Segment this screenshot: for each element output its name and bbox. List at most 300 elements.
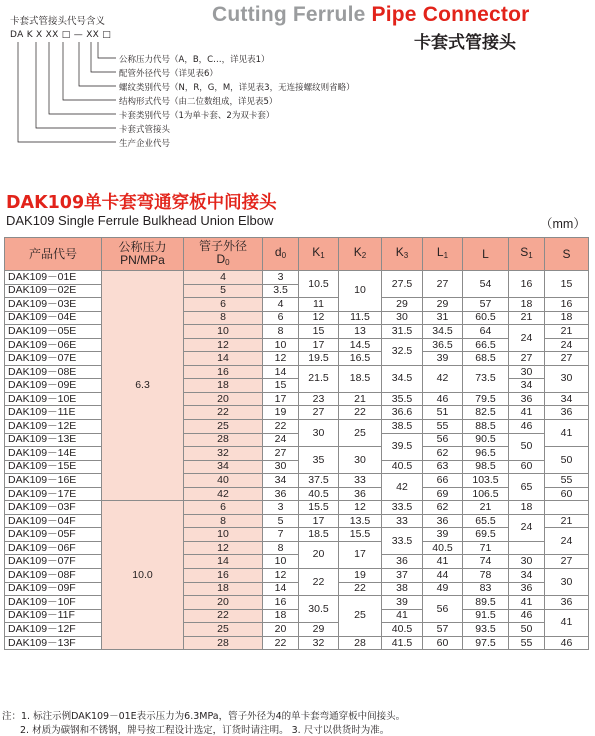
dim-d0: 8 xyxy=(263,325,299,339)
l1-symbol: L xyxy=(436,245,444,259)
dim-l: 90.5 xyxy=(463,433,509,447)
col-l-header: L xyxy=(463,238,509,271)
tube-od: 10 xyxy=(184,528,263,542)
od-symbol: D xyxy=(216,251,226,266)
product-code: DAK109－12E xyxy=(5,420,102,434)
dim-d0: 3.5 xyxy=(263,284,299,298)
dim-s1: 36 xyxy=(509,582,545,596)
dim-k1: 23 xyxy=(299,392,339,406)
dim-d0: 4 xyxy=(263,298,299,312)
dim-l1: 29 xyxy=(423,298,463,312)
legend-heading: 卡套式管接头代号含义 xyxy=(10,16,106,27)
col-od-header xyxy=(184,238,263,271)
dim-d0: 36 xyxy=(263,487,299,501)
dim-l1: 31 xyxy=(423,311,463,325)
dim-d0: 10 xyxy=(263,338,299,352)
dim-s: 36 xyxy=(545,406,589,420)
dim-k2: 22 xyxy=(339,582,382,596)
dim-s1: 46 xyxy=(509,609,545,623)
dim-s1: 27 xyxy=(509,352,545,366)
tube-od: 8 xyxy=(184,311,263,325)
dim-l1: 39 xyxy=(423,528,463,542)
s1-symbol: S xyxy=(520,245,529,259)
dim-k1: 35 xyxy=(299,447,339,474)
tube-od: 25 xyxy=(184,420,263,434)
col-s-header: S xyxy=(545,238,589,271)
dim-l: 82.5 xyxy=(463,406,509,420)
dim-l1: 51 xyxy=(423,406,463,420)
product-code: DAK109－04F xyxy=(5,514,102,528)
dim-k2: 30 xyxy=(339,447,382,474)
dim-s: 18 xyxy=(545,311,589,325)
dim-k2: 22 xyxy=(339,406,382,420)
brand-title-cn: 卡套式管接头 xyxy=(414,33,516,53)
legend-item-6: 卡套式管接头 xyxy=(119,125,171,135)
dim-k1: 17 xyxy=(299,514,339,528)
dim-l: 97.5 xyxy=(463,636,509,650)
legend-item-4: 结构形式代号（由二位数组成，详见表5） xyxy=(119,97,278,107)
dim-k2: 14.5 xyxy=(339,338,382,352)
dim-l1: 42 xyxy=(423,365,463,392)
col-l1-header xyxy=(423,238,463,271)
dim-l1: 27 xyxy=(423,271,463,298)
dim-l1: 39 xyxy=(423,352,463,366)
dim-l1: 56 xyxy=(423,596,463,623)
k1-symbol: K xyxy=(312,245,321,259)
dim-s: 27 xyxy=(545,555,589,569)
dim-l: 98.5 xyxy=(463,460,509,474)
table-row xyxy=(5,406,589,420)
dim-k3: 27.5 xyxy=(382,271,423,298)
dim-d0: 12 xyxy=(263,569,299,583)
dim-l: 21 xyxy=(463,501,509,515)
dim-l: 54 xyxy=(463,271,509,298)
product-code: DAK109－16E xyxy=(5,474,102,488)
dim-s: 46 xyxy=(545,636,589,650)
table-row xyxy=(5,338,589,352)
dim-k1: 18.5 xyxy=(299,528,339,542)
product-code: DAK109－03F xyxy=(5,501,102,515)
dim-l: 64 xyxy=(463,325,509,339)
dim-s: 21 xyxy=(545,325,589,339)
dim-k3: 40.5 xyxy=(382,623,423,637)
note-line-1: 注：1. 标注示例DAK109－01E表示压力为6.3MPa，管子外径为4的单卡套弯通穿板中间接头。 xyxy=(2,711,406,722)
dim-l: 106.5 xyxy=(463,487,509,501)
dim-k1: 10.5 xyxy=(299,271,339,298)
tube-od: 6 xyxy=(184,501,263,515)
dim-s: 41 xyxy=(545,420,589,447)
dim-s1: 41 xyxy=(509,406,545,420)
product-code: DAK109－11F xyxy=(5,609,102,623)
dim-l: 60.5 xyxy=(463,311,509,325)
col-k1-header xyxy=(299,238,339,271)
dim-l1: 44 xyxy=(423,569,463,583)
dim-l: 103.5 xyxy=(463,474,509,488)
dim-l: 88.5 xyxy=(463,420,509,434)
table-row xyxy=(5,569,589,583)
tube-od: 20 xyxy=(184,596,263,610)
od-label: 管子外径 xyxy=(198,238,247,253)
tube-od: 28 xyxy=(184,433,263,447)
dim-k3: 39 xyxy=(382,596,423,610)
dim-l: 71 xyxy=(463,541,509,555)
dim-l1: 36 xyxy=(423,514,463,528)
pressure-value: 6.3 xyxy=(102,271,184,501)
col-k2-header xyxy=(339,238,382,271)
tube-od: 18 xyxy=(184,582,263,596)
dim-k2: 21 xyxy=(339,392,382,406)
dim-k2: 28 xyxy=(339,636,382,650)
table-row xyxy=(5,487,589,501)
tube-od: 10 xyxy=(184,325,263,339)
table-row xyxy=(5,528,589,542)
dim-k3: 33.5 xyxy=(382,501,423,515)
table-row xyxy=(5,501,589,515)
k3-subscript: 3 xyxy=(403,251,409,260)
product-code: DAK109－15E xyxy=(5,460,102,474)
dim-d0: 12 xyxy=(263,352,299,366)
product-title-en: DAK109 Single Ferrule Bulkhead Union Elbow xyxy=(6,213,274,228)
dim-s: 24 xyxy=(545,338,589,352)
pressure-value: 10.0 xyxy=(102,501,184,650)
dim-s1: 41 xyxy=(509,596,545,610)
tube-od: 12 xyxy=(184,338,263,352)
dim-s: 27 xyxy=(545,352,589,366)
dim-k3: 32.5 xyxy=(382,338,423,365)
dim-d0: 16 xyxy=(263,596,299,610)
col-d0-header xyxy=(263,238,299,271)
table-row xyxy=(5,352,589,366)
dim-l1: 63 xyxy=(423,460,463,474)
brand-title-part2: Pipe Connector xyxy=(371,3,530,26)
dim-k1: 11 xyxy=(299,298,339,312)
product-code: DAK109－17E xyxy=(5,487,102,501)
dim-s1: 34 xyxy=(509,569,545,583)
dim-k2: 25 xyxy=(339,420,382,447)
dim-k1: 32 xyxy=(299,636,339,650)
dim-l: 91.5 xyxy=(463,609,509,623)
tube-od: 22 xyxy=(184,406,263,420)
dim-d0: 22 xyxy=(263,420,299,434)
table-row xyxy=(5,541,589,555)
dim-s: 34 xyxy=(545,392,589,406)
spec-table-body xyxy=(5,271,589,650)
product-code: DAK109－03E xyxy=(5,298,102,312)
dim-l: 93.5 xyxy=(463,623,509,637)
dim-s: 24 xyxy=(545,528,589,555)
dim-k2: 15.5 xyxy=(339,528,382,542)
dim-k3: 34.5 xyxy=(382,365,423,392)
dim-k3: 40.5 xyxy=(382,460,423,474)
product-code: DAK109－08F xyxy=(5,569,102,583)
legend-item-1: 公称压力代号（A，B，C…，详见表1） xyxy=(119,55,270,65)
tube-od: 20 xyxy=(184,392,263,406)
dim-s: 36 xyxy=(545,596,589,610)
table-row xyxy=(5,609,589,623)
product-code: DAK109－12F xyxy=(5,623,102,637)
dim-s1: 16 xyxy=(509,271,545,298)
legend-connector-lines xyxy=(0,0,200,160)
dim-k2: 25 xyxy=(339,596,382,637)
product-code: DAK109－11E xyxy=(5,406,102,420)
dim-s1: 34 xyxy=(509,379,545,393)
dim-s1: 50 xyxy=(509,433,545,460)
dim-d0: 6 xyxy=(263,311,299,325)
dim-d0: 14 xyxy=(263,365,299,379)
dim-k1: 15 xyxy=(299,325,339,339)
dim-k3: 36.6 xyxy=(382,406,423,420)
dim-d0: 22 xyxy=(263,636,299,650)
dim-d0: 15 xyxy=(263,379,299,393)
dim-d0: 24 xyxy=(263,433,299,447)
dim-d0: 7 xyxy=(263,528,299,542)
tube-od: 28 xyxy=(184,636,263,650)
dim-s1: 18 xyxy=(509,298,545,312)
dim-l1: 66 xyxy=(423,474,463,488)
dim-k1: 20 xyxy=(299,541,339,568)
legend-item-3: 螺纹类别代号（N，R，G，M，详见表3，无连接螺纹则省略） xyxy=(119,83,355,93)
dim-s1: 21 xyxy=(509,311,545,325)
dim-k2: 17 xyxy=(339,541,382,568)
dim-l1: 40.5 xyxy=(423,541,463,555)
product-code: DAK109－09F xyxy=(5,582,102,596)
spec-table xyxy=(4,237,589,650)
dim-k3: 41.5 xyxy=(382,636,423,650)
dim-l1: 57 xyxy=(423,623,463,637)
dim-k2: 13 xyxy=(339,325,382,339)
k2-symbol: K xyxy=(353,245,362,259)
dim-l: 79.5 xyxy=(463,392,509,406)
dim-s: 30 xyxy=(545,569,589,596)
dim-s xyxy=(545,501,589,515)
table-row xyxy=(5,392,589,406)
dim-l1: 62 xyxy=(423,501,463,515)
dim-l: 57 xyxy=(463,298,509,312)
dim-k3: 37 xyxy=(382,569,423,583)
product-code: DAK109－06E xyxy=(5,338,102,352)
dim-k3: 30 xyxy=(382,311,423,325)
dim-k1: 12 xyxy=(299,311,339,325)
od-subscript: 0 xyxy=(225,257,230,267)
dim-s1: 30 xyxy=(509,365,545,379)
dim-k3: 39.5 xyxy=(382,433,423,460)
tube-od: 34 xyxy=(184,460,263,474)
dim-d0: 3 xyxy=(263,271,299,285)
product-code: DAK109－01E xyxy=(5,271,102,285)
dim-k2: 19 xyxy=(339,569,382,583)
table-header-row xyxy=(5,238,589,271)
dim-k3: 31.5 xyxy=(382,325,423,339)
dim-k2: 18.5 xyxy=(339,365,382,392)
legend-pattern: DA K X XX □ — XX □ xyxy=(10,30,112,40)
dim-k1: 29 xyxy=(299,623,339,637)
table-row xyxy=(5,623,589,637)
d0-subscript: 0 xyxy=(281,251,287,260)
dim-k3: 29 xyxy=(382,298,423,312)
dim-s1: 50 xyxy=(509,623,545,637)
dim-k2: 33 xyxy=(339,474,382,488)
k1-subscript: 1 xyxy=(320,251,325,260)
dim-s: 41 xyxy=(545,609,589,636)
table-row xyxy=(5,325,589,339)
dim-k2: 11.5 xyxy=(339,311,382,325)
dim-k2: 36 xyxy=(339,487,382,501)
dim-s1: 36 xyxy=(509,392,545,406)
tube-od: 12 xyxy=(184,541,263,555)
tube-od: 14 xyxy=(184,555,263,569)
table-row xyxy=(5,582,589,596)
dim-l1: 69 xyxy=(423,487,463,501)
dim-d0: 5 xyxy=(263,514,299,528)
product-code: DAK109－10F xyxy=(5,596,102,610)
dim-d0: 17 xyxy=(263,392,299,406)
col-pressure-header xyxy=(102,238,184,271)
tube-od: 6 xyxy=(184,298,263,312)
product-code: DAK109－05E xyxy=(5,325,102,339)
dim-d0: 30 xyxy=(263,460,299,474)
unit-label: （mm） xyxy=(540,217,586,231)
dim-k3: 38.5 xyxy=(382,420,423,434)
col-s1-header xyxy=(509,238,545,271)
dim-s: 21 xyxy=(545,514,589,528)
dim-l1: 56 xyxy=(423,433,463,447)
dim-k1: 37.5 xyxy=(299,474,339,488)
dim-s1: 60 xyxy=(509,460,545,474)
dim-s1: 24 xyxy=(509,514,545,541)
dim-s: 30 xyxy=(545,365,589,392)
dim-k1: 15.5 xyxy=(299,501,339,515)
k3-symbol: K xyxy=(395,245,404,259)
tube-od: 40 xyxy=(184,474,263,488)
dim-s: 55 xyxy=(545,474,589,488)
dim-d0: 8 xyxy=(263,541,299,555)
tube-od: 42 xyxy=(184,487,263,501)
dim-k3: 33 xyxy=(382,514,423,528)
dim-l1: 41 xyxy=(423,555,463,569)
table-row xyxy=(5,474,589,488)
dim-k1: 22 xyxy=(299,569,339,596)
tube-od: 14 xyxy=(184,352,263,366)
product-code: DAK109－10E xyxy=(5,392,102,406)
dim-l: 83 xyxy=(463,582,509,596)
dim-d0: 18 xyxy=(263,609,299,623)
dim-k1: 30.5 xyxy=(299,596,339,623)
table-row xyxy=(5,555,589,569)
dim-l: 66.5 xyxy=(463,338,509,352)
product-code: DAK109－13E xyxy=(5,433,102,447)
dim-k2: 10 xyxy=(339,271,382,312)
table-row xyxy=(5,447,589,461)
dim-s1: 18 xyxy=(509,501,545,515)
l1-subscript: 1 xyxy=(443,251,449,260)
dim-l1: 49 xyxy=(423,582,463,596)
pressure-unit: PN/MPa xyxy=(120,253,165,267)
col-code-header: 产品代号 xyxy=(5,238,102,271)
product-code: DAK109－09E xyxy=(5,379,102,393)
table-row xyxy=(5,460,589,474)
tube-od: 32 xyxy=(184,447,263,461)
product-code: DAK109－06F xyxy=(5,541,102,555)
dim-k1: 21.5 xyxy=(299,365,339,392)
dim-s: 50 xyxy=(545,447,589,474)
product-code: DAK109－05F xyxy=(5,528,102,542)
dim-s1: 55 xyxy=(509,636,545,650)
dim-l1: 55 xyxy=(423,420,463,434)
dim-k1: 17 xyxy=(299,338,339,352)
table-row xyxy=(5,514,589,528)
product-code: DAK109－07E xyxy=(5,352,102,366)
dim-l: 89.5 xyxy=(463,596,509,610)
dim-l: 78 xyxy=(463,569,509,583)
tube-od: 25 xyxy=(184,623,263,637)
dim-k3: 41 xyxy=(382,609,423,623)
table-row xyxy=(5,596,589,610)
dim-s: 15 xyxy=(545,271,589,298)
note-line-2: 2. 材质为碳钢和不锈钢，牌号按工程设计选定，订货时请注明。 3. 尺寸以供货时为准。 xyxy=(20,725,390,736)
tube-od: 22 xyxy=(184,609,263,623)
tube-od: 8 xyxy=(184,514,263,528)
product-code: DAK109－14E xyxy=(5,447,102,461)
brand-title-en xyxy=(212,3,530,27)
s1-subscript: 1 xyxy=(528,251,533,260)
dim-s1: 30 xyxy=(509,555,545,569)
product-code: DAK109－08E xyxy=(5,365,102,379)
dim-d0: 3 xyxy=(263,501,299,515)
product-code: DAK109－07F xyxy=(5,555,102,569)
d0-symbol: d xyxy=(274,245,282,259)
tube-od: 16 xyxy=(184,365,263,379)
k2-subscript: 2 xyxy=(361,251,367,260)
tube-od: 5 xyxy=(184,284,263,298)
dim-k1: 19.5 xyxy=(299,352,339,366)
dim-k2: 13.5 xyxy=(339,514,382,528)
dim-d0: 27 xyxy=(263,447,299,461)
tube-od: 16 xyxy=(184,569,263,583)
legend-item-5: 卡套类别代号（1为单卡套、2为双卡套） xyxy=(119,111,275,121)
dim-d0: 20 xyxy=(263,623,299,637)
table-row xyxy=(5,636,589,650)
col-k3-header xyxy=(382,238,423,271)
table-row xyxy=(5,420,589,434)
product-code: DAK109－04E xyxy=(5,311,102,325)
dim-s1: 46 xyxy=(509,420,545,434)
dim-d0: 10 xyxy=(263,555,299,569)
table-row xyxy=(5,311,589,325)
dim-l1: 60 xyxy=(423,636,463,650)
dim-l: 96.5 xyxy=(463,447,509,461)
product-title-cn: DAK109单卡套弯通穿板中间接头 xyxy=(6,193,277,213)
pressure-label: 公称压力 xyxy=(118,240,167,254)
dim-l: 69.5 xyxy=(463,528,509,542)
table-row xyxy=(5,271,589,285)
dim-d0: 14 xyxy=(263,582,299,596)
dim-s1: 24 xyxy=(509,325,545,352)
brand-title-part1: Cutting Ferrule xyxy=(212,3,372,26)
dim-k3: 38 xyxy=(382,582,423,596)
dim-d0: 19 xyxy=(263,406,299,420)
dim-l1: 36.5 xyxy=(423,338,463,352)
legend-item-2: 配管外径代号（详见表6） xyxy=(119,69,218,79)
dim-l: 68.5 xyxy=(463,352,509,366)
dim-k1: 40.5 xyxy=(299,487,339,501)
dim-k3: 36 xyxy=(382,555,423,569)
dim-k2: 16.5 xyxy=(339,352,382,366)
dim-d0: 34 xyxy=(263,474,299,488)
dim-k3: 42 xyxy=(382,474,423,501)
dim-l1: 62 xyxy=(423,447,463,461)
dim-s: 16 xyxy=(545,298,589,312)
product-code: DAK109－13F xyxy=(5,636,102,650)
